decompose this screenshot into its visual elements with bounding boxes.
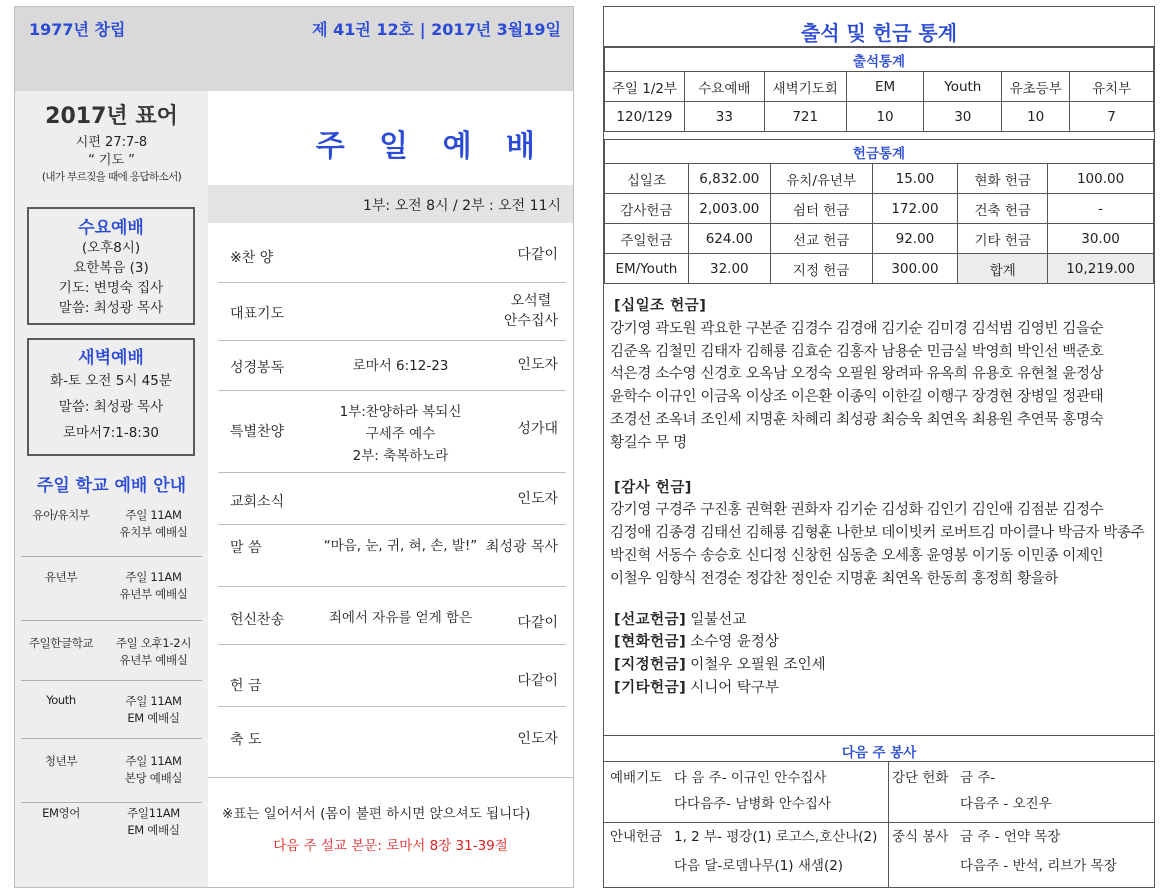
offering-value: 32.00 bbox=[688, 254, 770, 284]
thanks-label: [감사 헌금] bbox=[614, 479, 692, 496]
motto-title: 2017년 표어 bbox=[45, 104, 178, 129]
volume-date: 제 41권 12호 | 2017년 3월19일 bbox=[312, 20, 561, 39]
other-label: [기타헌금] bbox=[614, 679, 687, 696]
order-item-name: 대표기도 bbox=[230, 306, 285, 322]
next-sermon: 다음 주 설교 본문: 로마서 8장 31-39절 bbox=[273, 838, 508, 854]
school-row bbox=[21, 681, 202, 739]
order-item-content: 죄에서 자유를 얻게 함은 bbox=[328, 610, 473, 626]
order-row bbox=[218, 645, 566, 707]
school-row-name: 유년부 bbox=[44, 570, 78, 584]
wednesday-sermon: 말씀: 최성광 목사 bbox=[58, 300, 164, 316]
school-row bbox=[21, 501, 202, 557]
school-row bbox=[21, 803, 202, 853]
designated-names: 이철우 오필원 조인세 bbox=[690, 657, 826, 674]
order-row bbox=[218, 231, 566, 283]
order-item-name: 성경봉독 bbox=[230, 360, 285, 376]
order-item-name: 교회소식 bbox=[230, 494, 285, 510]
order-row bbox=[218, 707, 566, 769]
school-row-place: EM 예배실 bbox=[127, 823, 180, 837]
school-row-time: 주일 11AM bbox=[125, 508, 182, 522]
attendance-value: 10 bbox=[846, 102, 924, 132]
order-item-name: 헌 금 bbox=[230, 678, 262, 694]
attendance-header: 출석통계 bbox=[605, 48, 1154, 72]
order-item-leader: 다같이 bbox=[517, 615, 558, 631]
attendance-label: 새벽기도회 bbox=[764, 72, 846, 102]
guide-line-1: 1, 2 부- 평강(1) 로고스,호산나(2) bbox=[674, 829, 878, 845]
offering-label: 건축 헌금 bbox=[958, 194, 1048, 224]
offering-label: 현화 헌금 bbox=[958, 164, 1048, 194]
dawn-service-box bbox=[27, 338, 195, 456]
prayer-line-1: 다 음 주- 이규인 안수집사 bbox=[674, 770, 827, 786]
order-row bbox=[218, 341, 566, 391]
offering-value: 15.00 bbox=[872, 164, 958, 194]
designated-label: [지정헌금] bbox=[614, 657, 687, 674]
order-item-name: 헌신찬송 bbox=[230, 612, 285, 628]
attendance-value: 10 bbox=[1002, 102, 1070, 132]
prayer-line-2: 다다음주- 남병화 안수집사 bbox=[674, 796, 831, 812]
offering-header: 헌금통계 bbox=[605, 140, 1154, 164]
offering-label: 지정 헌금 bbox=[770, 254, 872, 284]
school-row-time: 주일 오후1-2시 bbox=[115, 636, 192, 650]
next-week-service-title: 다음 주 봉사 bbox=[604, 735, 1154, 762]
attendance-table bbox=[604, 47, 1154, 132]
motto-keyword: “ 기도 ” bbox=[88, 153, 135, 168]
sidebar bbox=[15, 91, 208, 887]
order-item-leader: 성가대 bbox=[517, 421, 558, 437]
offering-total-label: 합계 bbox=[958, 254, 1048, 284]
attendance-value: 120/129 bbox=[605, 102, 685, 132]
order-item-name: 특별찬양 bbox=[230, 424, 285, 440]
order-item-leader: 다같이 bbox=[517, 247, 558, 263]
school-row-name: 청년부 bbox=[44, 754, 78, 768]
order-item-content: 1부:찬양하라 복되신 구세주 예수 2부: 축복하노라 bbox=[339, 404, 462, 464]
flower-duty-line-1: 금 주- bbox=[960, 770, 996, 786]
order-row bbox=[218, 391, 566, 473]
attendance-value: 7 bbox=[1070, 102, 1154, 132]
offering-value: 92.00 bbox=[872, 224, 958, 254]
attendance-label: 유치부 bbox=[1070, 72, 1154, 102]
dawn-sermon: 말씀: 최성광 목사 bbox=[58, 399, 164, 415]
offering-table bbox=[604, 139, 1154, 284]
offering-label: 십일조 bbox=[605, 164, 689, 194]
order-item-leader: 다같이 bbox=[517, 673, 558, 689]
attendance-value: 30 bbox=[924, 102, 1002, 132]
flower-duty-label: 강단 헌화 bbox=[892, 770, 949, 786]
order-item-name: ※찬 양 bbox=[230, 250, 274, 266]
offering-value: 6,832.00 bbox=[688, 164, 770, 194]
offering-value: 2,003.00 bbox=[688, 194, 770, 224]
attendance-value: 33 bbox=[684, 102, 764, 132]
worship-title: 주 일 예 배 bbox=[315, 129, 547, 164]
attendance-label: EM bbox=[846, 72, 924, 102]
order-item-leader: 인도자 bbox=[517, 731, 558, 747]
worship-order-section bbox=[208, 91, 573, 887]
offering-label: 유치/유년부 bbox=[770, 164, 872, 194]
order-item-name: 말 씀 bbox=[230, 540, 262, 556]
offering-value: 100.00 bbox=[1048, 164, 1154, 194]
prayer-label: 예배기도 bbox=[610, 770, 663, 786]
dawn-text: 로마서7:1-8:30 bbox=[62, 425, 160, 441]
offering-value: 300.00 bbox=[872, 254, 958, 284]
offering-label: 주일헌금 bbox=[605, 224, 689, 254]
standing-note: ※표는 일어서서 (몸이 불편 하시면 앉으셔도 됩니다) bbox=[222, 806, 531, 822]
school-row-time: 주일 11AM bbox=[125, 694, 182, 708]
mission-label: [선교헌금] bbox=[614, 611, 687, 628]
school-row bbox=[21, 739, 202, 803]
flower-duty-line-2: 다음주 - 오진우 bbox=[960, 796, 1052, 812]
offering-value: - bbox=[1048, 194, 1154, 224]
offering-label: 쉼터 헌금 bbox=[770, 194, 872, 224]
wednesday-prayer: 기도: 변명숙 집사 bbox=[58, 280, 164, 296]
order-item-content: 로마서 6:12-23 bbox=[352, 358, 449, 374]
school-row-time: 주일 11AM bbox=[125, 754, 182, 768]
guide-line-2: 다음 달-로뎀나무(1) 새샘(2) bbox=[674, 858, 844, 874]
order-item-leader: 오석렬 안수집사 bbox=[503, 293, 558, 329]
attendance-label: 수요예배 bbox=[684, 72, 764, 102]
dawn-time: 화-토 오전 5시 45분 bbox=[50, 373, 172, 389]
school-row-name: 유아/유치부 bbox=[32, 508, 90, 522]
wednesday-time: (오후8시) bbox=[81, 240, 141, 256]
school-row bbox=[21, 621, 202, 681]
order-item-leader: 인도자 bbox=[517, 357, 558, 373]
attendance-value: 721 bbox=[764, 102, 846, 132]
school-row-place: 본당 예배실 bbox=[124, 771, 183, 785]
school-row-place: 유치부 예배실 bbox=[119, 525, 188, 539]
motto-reference: 시편 27:7-8 bbox=[75, 135, 148, 150]
dawn-title: 새벽예배 bbox=[78, 348, 144, 368]
worship-footer bbox=[208, 777, 573, 887]
order-item-leader: 인도자 bbox=[517, 491, 558, 507]
mission-names: 일불선교 bbox=[690, 611, 747, 628]
other-names: 시니어 탁구부 bbox=[690, 679, 779, 696]
offering-value: 624.00 bbox=[688, 224, 770, 254]
statistics-title: 출석 및 헌금 통계 bbox=[604, 7, 1154, 47]
motto-subtitle: (내가 부르짖을 때에 응답하소서) bbox=[41, 171, 182, 183]
order-item-content: “마음, 눈, 귀, 혀, 손, 발!” bbox=[323, 538, 478, 554]
offering-label: 기타 헌금 bbox=[958, 224, 1048, 254]
established-label: 1977년 창립 bbox=[29, 20, 126, 39]
school-row-time: 주일 11AM bbox=[125, 570, 182, 584]
thanks-names: 강기영 구경주 구진홍 권혁환 권화자 김기순 김성화 김인기 김인애 김점분 김정수 김정애 김종경 김태선 김해룡 김형훈 나한보 데이빗커 로버트김 마이클나 박금자 박종주 박진혁 서동수 송승호 신디정 신창헌 심동춘 오세홍 윤영봉 이기동 이민종 이제인 이철우 임향식 전경순 정갑찬 정인순 지명훈 최연옥 한동희 홍정희 황을하 bbox=[610, 502, 1145, 587]
order-item-name: 축 도 bbox=[230, 732, 262, 748]
attendance-label: 유초등부 bbox=[1002, 72, 1070, 102]
order-row bbox=[218, 525, 566, 587]
service-divider-horizontal bbox=[604, 822, 1154, 823]
bulletin-panel bbox=[14, 6, 574, 888]
wednesday-text: 요한복음 (3) bbox=[73, 260, 149, 276]
meal-line-2: 다음주 - 반석, 리브가 목장 bbox=[960, 858, 1117, 874]
school-row-name: EM영어 bbox=[42, 806, 80, 820]
tithe-names: 강기영 곽도원 곽요한 구본준 김경수 김경애 김기순 김미경 김석범 김영빈 김을순 김준옥 김철민 김태자 김해룡 김효순 김홍자 남용순 민금실 박영희 박인선 백준호 석은경 소수영 신경호 오옥남 오정숙 오필원 왕려파 유옥희 유용호 유현철 윤정상 윤학수 이규인 이금옥 이상조 이은환 이종익 이한길 이행구 장경현 장병일 정관태 조경선 조옥녀 조인세 지명훈 차혜리 최성광 최승욱 최연옥 최용원 추연묵 홍명숙 황길수 무 명 bbox=[610, 320, 1104, 451]
school-row-place: 유년부 예배실 bbox=[119, 587, 188, 601]
order-row bbox=[218, 473, 566, 525]
attendance-label: Youth bbox=[924, 72, 1002, 102]
attendance-label: 주일 1/2부 bbox=[605, 72, 685, 102]
offering-value: 172.00 bbox=[872, 194, 958, 224]
flower-label: [현화헌금] bbox=[614, 634, 687, 651]
school-row-time: 주일11AM bbox=[127, 806, 180, 820]
school-row bbox=[21, 557, 202, 621]
meal-label: 중식 봉사 bbox=[892, 829, 949, 845]
school-row-name: Youth bbox=[46, 693, 76, 707]
flower-names: 소수영 윤정상 bbox=[690, 634, 779, 651]
sunday-school-title: 주일 학교 예배 안내 bbox=[36, 476, 187, 496]
offering-label: 선교 헌금 bbox=[770, 224, 872, 254]
bulletin-header bbox=[15, 7, 573, 91]
guide-label: 안내헌금 bbox=[610, 829, 663, 845]
wednesday-service-box bbox=[27, 207, 195, 325]
order-item-leader: 최성광 목사 bbox=[485, 539, 558, 555]
worship-times: 1부: 오전 8시 / 2부 : 오전 11시 bbox=[208, 185, 573, 223]
statistics-panel bbox=[603, 6, 1155, 888]
order-row bbox=[218, 587, 566, 645]
service-divider-vertical bbox=[888, 762, 889, 887]
offering-value: 30.00 bbox=[1048, 224, 1154, 254]
wednesday-title: 수요예배 bbox=[78, 218, 144, 238]
meal-line-1: 금 주 - 언약 목장 bbox=[960, 829, 1061, 845]
offering-label: EM/Youth bbox=[605, 254, 689, 284]
school-row-place: EM 예배실 bbox=[127, 711, 180, 725]
school-row-place: 유년부 예배실 bbox=[119, 653, 188, 667]
school-row-name: 주일한글학교 bbox=[28, 636, 94, 650]
offering-label: 감사헌금 bbox=[605, 194, 689, 224]
tithe-label: [십일조 헌금] bbox=[614, 298, 707, 314]
offering-total-value: 10,219.00 bbox=[1048, 254, 1154, 284]
offering-names-section bbox=[604, 295, 1154, 735]
order-row bbox=[218, 283, 566, 341]
